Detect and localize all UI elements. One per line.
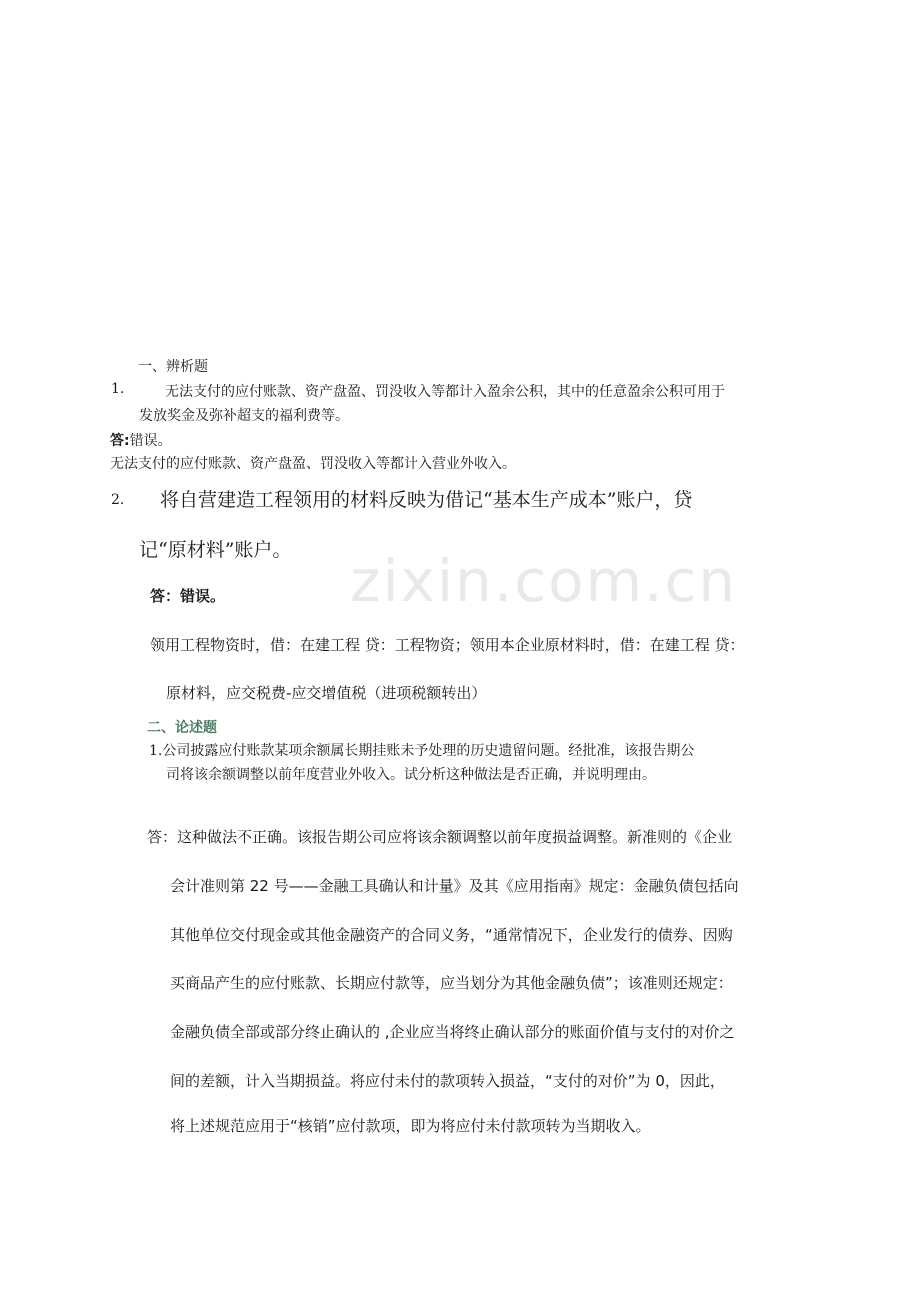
- section-heading-2: 二、论述题: [147, 720, 217, 736]
- essay-answer-line-2: 会计准则第 22 号——金融工具确认和计量》及其《应用指南》规定：金融负债包括向: [170, 877, 739, 895]
- answer-1-explanation: 无法支付的应付账款、资产盘盈、罚没收入等都计入营业外收入。: [110, 456, 516, 472]
- watermark: zixin.com.cn: [350, 547, 738, 615]
- answer-2-explanation-line-2: 原材料，应交税费-应交增值税（进项税额转出）: [166, 684, 487, 702]
- essay-answer-line-5: 金融负债全部或部分终止确认的 ,企业应当将终止确认部分的账面价值与支付的对价之: [170, 1023, 735, 1041]
- answer-text: 错误。: [129, 433, 172, 449]
- question-2-line-2: 记“原材料”账户。: [139, 539, 292, 561]
- essay-answer-line-1: 答：这种做法不正确。该报告期公司应将该余额调整以前年度损益调整。新准则的《企业: [147, 828, 733, 846]
- question-1-line-1: 无法支付的应付账款、资产盘盈、罚没收入等都计入盈余公积，其中的任意盈余公积可用于: [165, 384, 725, 400]
- answer-1: [110, 430, 172, 450]
- essay-question-line-2: 司将该余额调整以前年度营业外收入。试分析这种做法是否正确，并说明理由。: [166, 767, 656, 783]
- answer-2-explanation-line-1: 领用工程物资时，借：在建工程 贷：工程物资；领用本企业原材料时，借：在建工程 贷：: [150, 636, 745, 654]
- question-2-line-1: 将自营建造工程领用的材料反映为借记“基本生产成本”账户，贷: [160, 489, 693, 511]
- question-number-1: 1.: [111, 381, 125, 397]
- essay-question-line-1: 1.公司披露应付账款某项余额属长期挂账未予处理的历史遗留问题。经批准，该报告期公: [149, 743, 695, 759]
- essay-answer-line-6: 间的差额，计入当期损益。将应付未付的款项转入损益，“支付的对价”为 0，因此，: [170, 1072, 725, 1090]
- question-number-2: 2.: [111, 492, 125, 508]
- section-heading-1: 一、辨析题: [138, 359, 208, 375]
- answer-2: 答：错误。: [150, 587, 226, 605]
- answer-label: 答:: [110, 433, 130, 449]
- question-1-line-2: 发放奖金及弥补超支的福利费等。: [139, 408, 349, 424]
- essay-answer-line-3: 其他单位交付现金或其他金融资产的合同义务，“通常情况下，企业发行的债券、因购: [170, 926, 733, 944]
- essay-answer-line-4: 买商品产生的应付账款、长期应付款等，应当划分为其他金融负债”；该准则还规定：: [170, 974, 733, 992]
- essay-answer-line-7: 将上述规范应用于“核销”应付款项，即为将应付未付款项转为当期收入。: [170, 1117, 651, 1135]
